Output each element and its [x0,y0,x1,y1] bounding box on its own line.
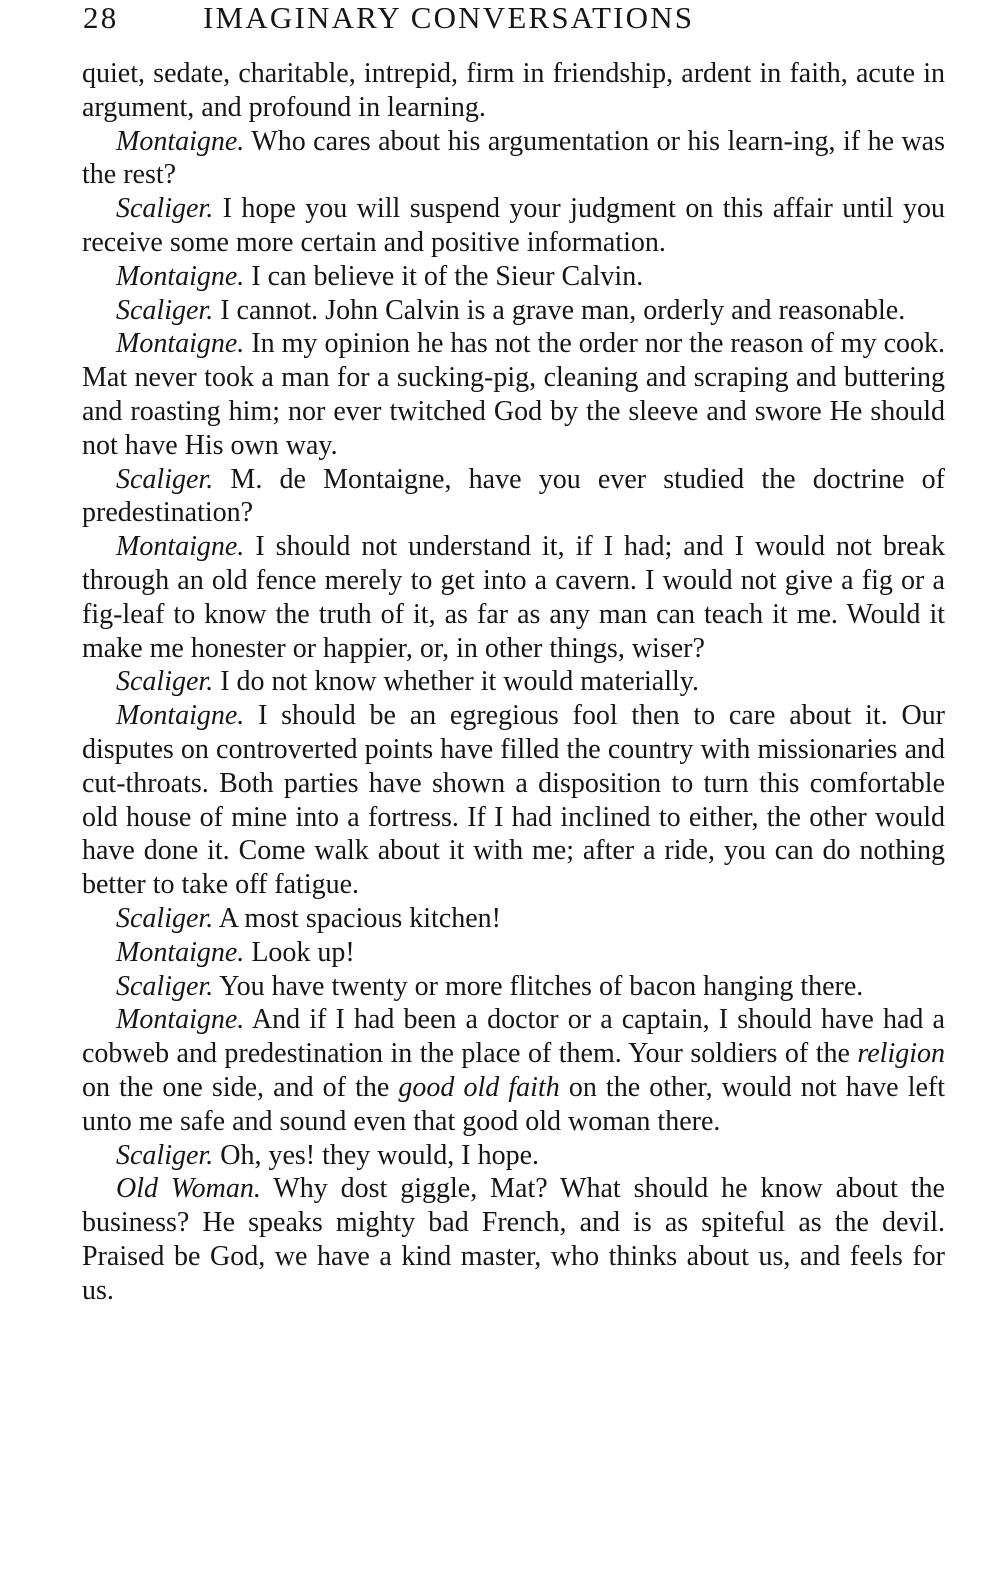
speech-paragraph [82,463,945,531]
speech-text: I can believe it of the Sieur Calvin. [251,260,644,292]
speech-text: Why dost giggle, Mat? What should he know about the business? He speaks mighty bad French, and is as spiteful as the devil. Praised be God, we have a kind master, who thinks about us, and feels for us. [82,1173,945,1306]
speech-paragraph [82,665,945,699]
speaker-name: Montaigne. [116,1004,245,1036]
italic-phrase-religion: religion [857,1038,945,1070]
body-text [82,57,945,1307]
speaker-name: Montaigne. [116,328,245,360]
speech-text: I should be an egregious fool then to care about it. Our disputes on controverted points have filled the country with missionaries and cut-throats. Both parties have shown a disposition to turn this comfortable old house of mine into a fortress. If I had inclined to either, the other would have done it. Come walk about it with me; after a ride, you can do nothing better to take off fatigue. [82,700,946,901]
running-head [83,0,963,42]
speaker-name: Scaliger. [116,193,214,225]
speaker-name: Montaigne. [116,125,245,157]
speech-paragraph [82,530,945,665]
speaker-name: Old Woman. [116,1173,261,1205]
speech-text: Who cares about his argumentation or his learn-ing, if he was the rest? [82,125,945,191]
speech-paragraph [82,192,945,260]
speech-paragraph [82,936,945,970]
speech-text: A most spacious kitchen! [218,902,501,934]
italic-phrase-good-old-faith: good old faith [398,1071,560,1103]
speaker-name: Scaliger. [116,902,214,934]
speaker-name: Scaliger. [116,970,214,1002]
speech-paragraph [82,294,945,328]
speech-paragraph [82,699,945,902]
speech-text: I do not know whether it would materially. [220,666,699,698]
page-number: 28 [83,0,119,35]
speech-text-part: on the one side, and of the [82,1071,399,1103]
speaker-name: Montaigne. [116,700,245,732]
book-title: IMAGINARY CONVERSATIONS [203,0,695,35]
speech-paragraph [82,1003,945,1138]
speech-text-part: And if I had been a doctor or a captain, I should have had a cobweb and predestination in the place of them. Your soldiers of the [82,1004,945,1070]
speech-text-part: on the other, would not have left unto me safe and sound even that good old woman there. [82,1071,946,1137]
speech-paragraph [82,327,945,462]
speech-paragraph [82,902,945,936]
speech-text: In my opinion he has not the order nor the reason of my cook. Mat never took a man for a sucking-pig, cleaning and scraping and buttering and roasting him; nor ever twitched God by the sleeve and swore He should not have His own way. [82,328,946,461]
speaker-name: Scaliger. [116,1139,214,1171]
speech-text: I should not understand it, if I had; and I would not break through an old fence merely to get into a cavern. I would not give a fig or a fig-leaf to know the truth of it, as far as any man can teach it me. Would it make me honester or happier, or, in other things, wiser? [82,531,945,664]
speech-text: I cannot. John Calvin is a grave man, orderly and reasonable. [220,294,906,326]
speech-paragraph [82,970,945,1004]
speech-text: I hope you will suspend your judgment on this affair until you receive some more certain and positive information. [82,193,946,258]
continuation-paragraph: quiet, sedate, charitable, intrepid, firm in friendship, ardent in faith, acute in argument, and profound in learning. [82,58,945,123]
speech-text: Oh, yes! they would, I hope. [220,1139,540,1171]
speaker-name: Scaliger. [116,666,214,698]
speech-text: M. de Montaigne, have you ever studied the doctrine of predestination? [82,463,946,529]
speech-paragraph [82,1139,945,1173]
speaker-name: Scaliger. [116,463,214,495]
speaker-name: Montaigne. [116,260,245,292]
speech-paragraph [82,125,945,193]
speech-paragraph [82,260,945,294]
speaker-name: Montaigne. [116,936,245,968]
speaker-name: Montaigne. [116,531,245,563]
speaker-name: Scaliger. [116,294,214,326]
speech-text: Look up! [251,936,355,968]
speech-paragraph [82,1172,945,1307]
speech-text: You have twenty or more flitches of bacon hanging there. [219,970,864,1002]
